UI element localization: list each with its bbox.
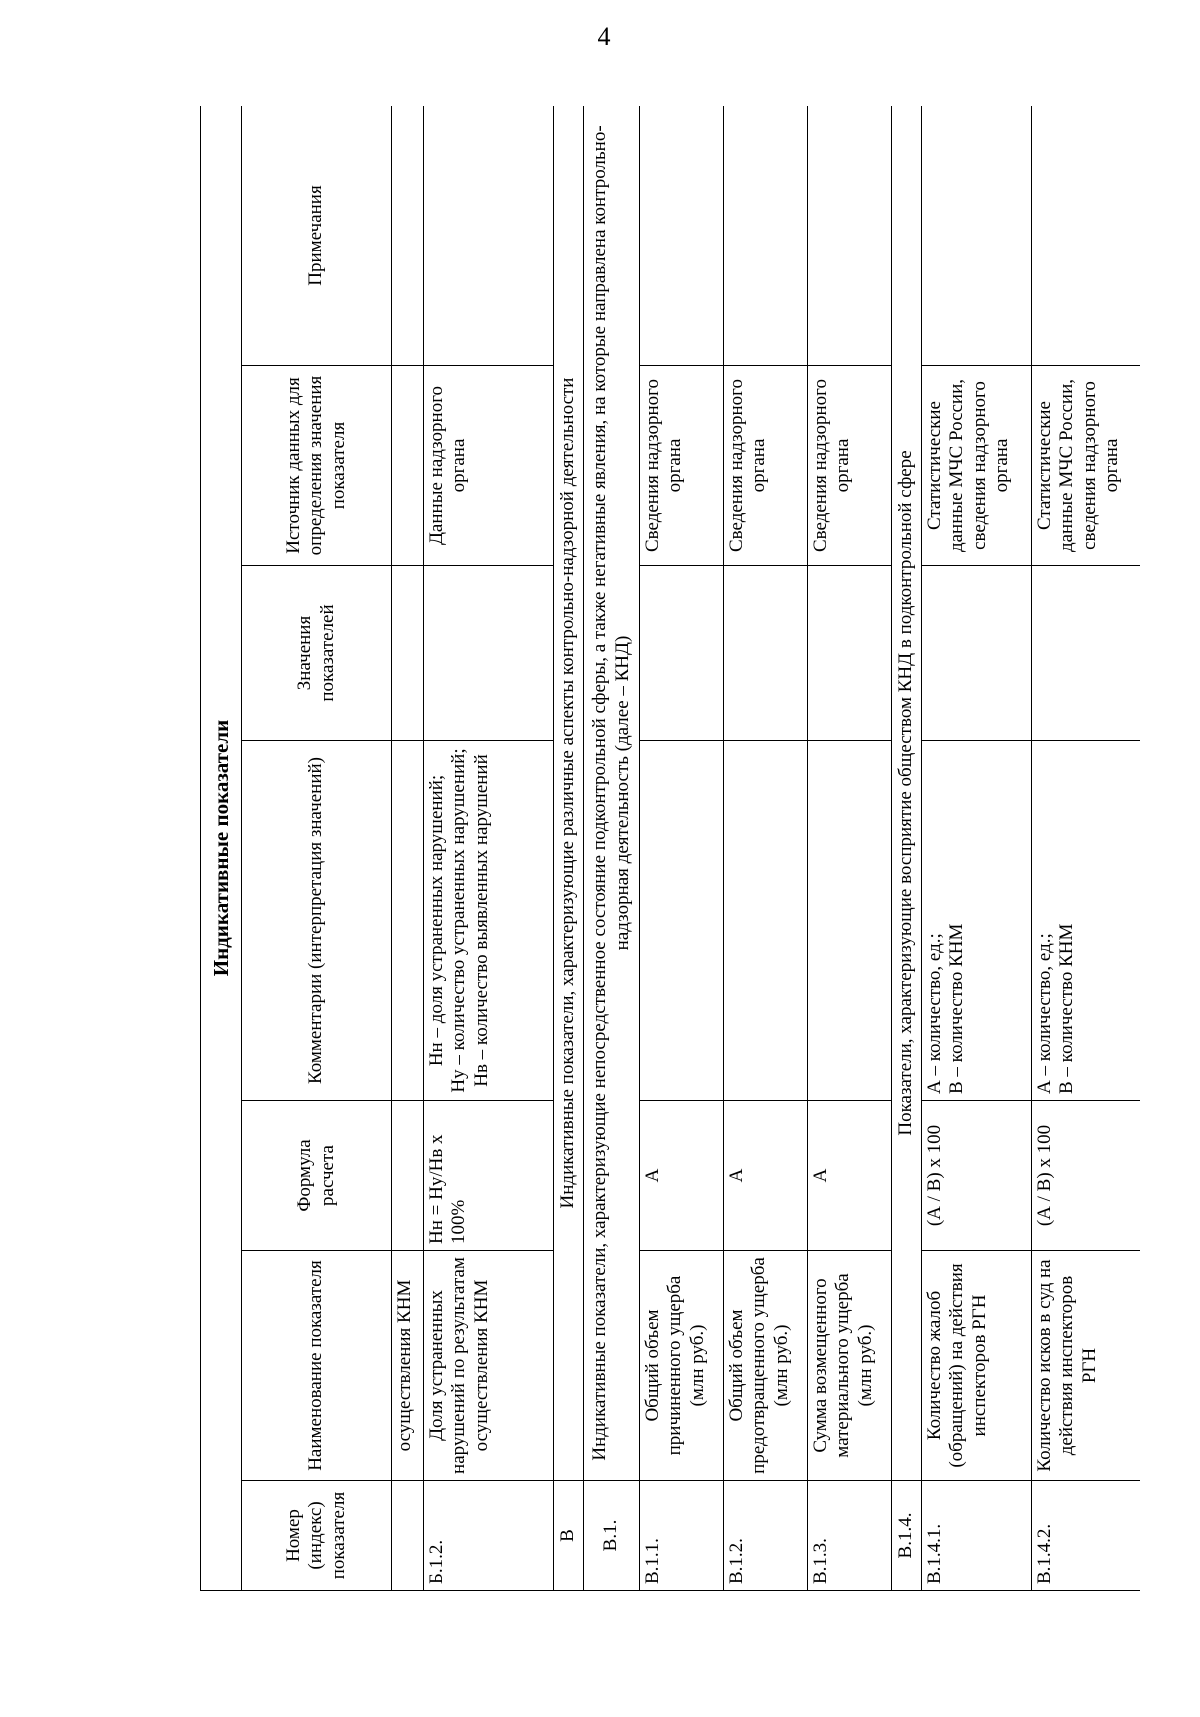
section-text: Индикативные показатели, характеризующие непосредственное состояние подконтрольной сферы, а также негативные явления, на которые направлена контрольно-надзорная деятельность (далее – КНД) — [584, 106, 640, 1481]
row-source: Статистические данные МЧС России, сведения надзорного органа — [922, 366, 1032, 566]
section-text: Показатели, характеризующие восприятие обществом КНД в подконтрольной сфере — [892, 106, 922, 1481]
row-comment — [808, 741, 892, 1101]
row-comment — [1032, 741, 1141, 1101]
row-name: Доля устраненных нарушений по результатам осуществления КНМ — [424, 1251, 554, 1481]
continuation-name: осуществления КНМ — [392, 1251, 424, 1481]
row-value — [922, 566, 1032, 741]
row-value — [808, 566, 892, 741]
row-source: Данные надзорного органа — [424, 366, 554, 566]
row-name: Общий объем причиненного ущерба (млн руб.) — [640, 1251, 724, 1481]
table-row — [640, 106, 724, 1591]
row-comment — [640, 741, 724, 1101]
continuation-source — [392, 366, 424, 566]
row-number: Б.1.2. — [424, 1481, 554, 1591]
row-notes — [922, 106, 1032, 366]
header-row — [242, 106, 392, 1591]
row-notes — [724, 106, 808, 366]
section-number: В — [554, 1481, 584, 1591]
continuation-comment — [392, 741, 424, 1101]
rotated-table-container — [200, 106, 1140, 1591]
comment-line: Ну – количество устраненных нарушений; — [448, 748, 470, 1093]
row-source: Сведения надзорного органа — [724, 366, 808, 566]
table-row — [424, 106, 554, 1591]
continuation-number — [392, 1481, 424, 1591]
row-formula: (А / В) x 100 — [922, 1101, 1032, 1251]
continuation-value — [392, 566, 424, 741]
comment-line: В – количество КНМ — [946, 923, 968, 1094]
row-name: Количество жалоб (обращений) на действия инспекторов РГН — [922, 1251, 1032, 1481]
page-number: 4 — [597, 22, 611, 51]
row-formula: (А / В) x 100 — [1032, 1101, 1141, 1251]
table-row — [808, 106, 892, 1591]
row-value — [1032, 566, 1141, 741]
header-name: Наименование показателя — [242, 1251, 392, 1481]
table-title: Индикативные показатели — [201, 106, 242, 1591]
section-number: В.1.4. — [892, 1481, 922, 1591]
row-value — [640, 566, 724, 741]
continuation-formula — [392, 1101, 424, 1251]
row-name: Количество исков в суд на действия инспекторов РГН — [1032, 1251, 1141, 1481]
continuation-row — [392, 106, 424, 1591]
header-values: Значения показателей — [242, 566, 392, 741]
indicators-table — [200, 106, 1140, 1591]
row-formula: А — [808, 1101, 892, 1251]
section-row — [584, 106, 640, 1591]
table-title-row — [201, 106, 242, 1591]
row-number: В.1.2. — [724, 1481, 808, 1591]
row-source: Сведения надзорного органа — [640, 366, 724, 566]
section-row — [892, 106, 922, 1591]
section-text: Индикативные показатели, характеризующие различные аспекты контрольно-надзорной деятельности — [554, 106, 584, 1481]
row-name: Сумма возмещенного материального ущерба (млн руб.) — [808, 1251, 892, 1481]
comment-line: А – количество, ед.; — [924, 933, 945, 1094]
row-notes — [640, 106, 724, 366]
row-value — [724, 566, 808, 741]
row-source: Сведения надзорного органа — [808, 366, 892, 566]
comment-line: Нв – количество выявленных нарушений — [470, 754, 492, 1087]
table-row — [922, 106, 1032, 1591]
row-comment — [922, 741, 1032, 1101]
table-row — [1032, 106, 1141, 1591]
comment-line: В – количество КНМ — [1056, 923, 1078, 1094]
row-number: В.1.4.2. — [1032, 1481, 1141, 1591]
row-source: Статистические данные МЧС России, сведения надзорного органа — [1032, 366, 1141, 566]
row-notes — [424, 106, 554, 366]
row-number: В.1.3. — [808, 1481, 892, 1591]
header-comment: Комментарии (интерпретация значений) — [242, 741, 392, 1101]
row-value — [424, 566, 554, 741]
continuation-notes — [392, 106, 424, 366]
row-name: Общий объем предотвращенного ущерба (млн руб.) — [724, 1251, 808, 1481]
header-formula: Формула расчета — [242, 1101, 392, 1251]
row-comment — [424, 741, 554, 1101]
row-number: В.1.1. — [640, 1481, 724, 1591]
comment-line: Нн – доля устраненных нарушений; — [426, 774, 447, 1067]
row-notes — [1032, 106, 1141, 366]
section-row — [554, 106, 584, 1591]
row-formula: А — [724, 1101, 808, 1251]
row-formula: А — [640, 1101, 724, 1251]
row-number: В.1.4.1. — [922, 1481, 1032, 1591]
header-notes: Примечания — [242, 106, 392, 366]
header-number: Номер (индекс) показателя — [242, 1481, 392, 1591]
table-row — [724, 106, 808, 1591]
row-formula: Нн = Ну/Нв x 100% — [424, 1101, 554, 1251]
comment-line: А – количество, ед.; — [1034, 933, 1055, 1094]
header-source: Источник данных для определения значения показателя — [242, 366, 392, 566]
section-number: В.1. — [584, 1481, 640, 1591]
rotated-table-frame — [200, 106, 1140, 1591]
row-notes — [808, 106, 892, 366]
row-comment — [724, 741, 808, 1101]
